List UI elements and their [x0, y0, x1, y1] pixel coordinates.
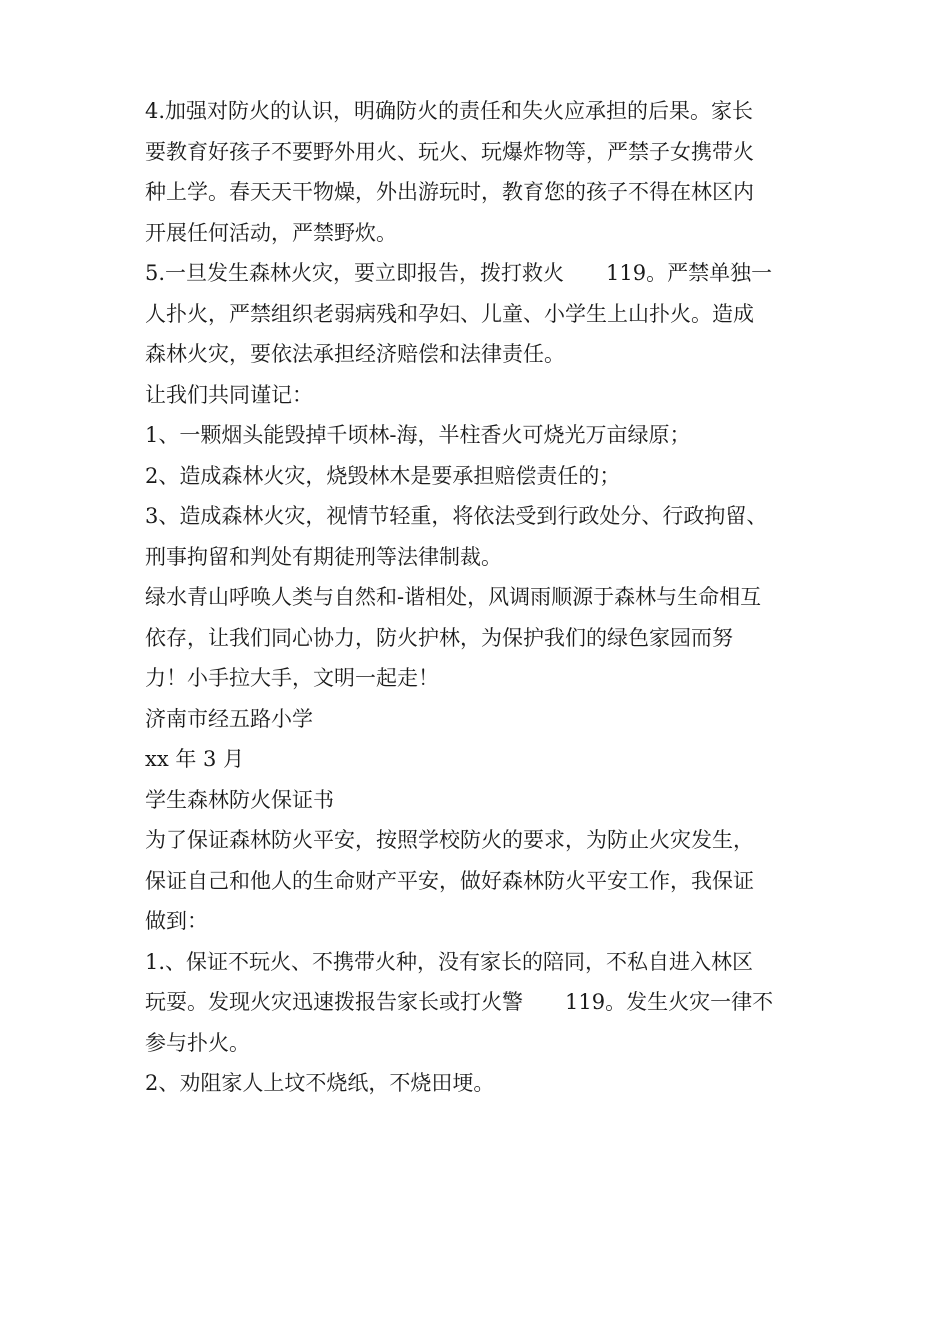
text-line-composite [145, 982, 815, 1023]
text-line: 1.、保证不玩火、不携带火种，没有家长的陪同，不私自进入林区 [145, 949, 754, 974]
text-line: xx 年 3 月 [145, 747, 245, 771]
text-line: 森林火灾，要依法承担经济赔偿和法律责任。 [145, 342, 565, 366]
text-line: 学生森林防火保证书 [145, 787, 334, 812]
text-line: 4.加强对防火的认识，明确防火的责任和失火应承担的后果。家长 [145, 99, 754, 123]
text-line: 为了保证森林防火平安，按照学校防火的要求，为防止火灾发生， [145, 828, 754, 852]
text-line: 保证自己和他人的生命财产平安，做好森林防火平安工作，我保证 [145, 868, 754, 893]
document-body [145, 91, 815, 1104]
text-line: 济南市经五路小学 [145, 706, 313, 731]
text-line: 刑事拘留和判处有期徒刑等法律制裁。 [145, 544, 502, 569]
text-line: 1、一颗烟头能毁掉千顷林-海，半柱香火可烧光万亩绿原； [145, 423, 691, 447]
text-line: 2、造成森林火灾，烧毁林木是要承担赔偿责任的； [145, 463, 621, 488]
text-line-composite [145, 253, 815, 294]
text-line: 参与扑火。 [145, 1030, 250, 1055]
text-line: 让我们共同谨记： [145, 382, 313, 407]
text-line: 种上学。春天天干物燥，外出游玩时，教育您的孩子不得在林区内 [145, 180, 754, 204]
text-line: 开展任何活动，严禁野炊。 [145, 220, 397, 245]
text-segment: 玩耍。发现火灾迅速拨报告家长或打火警 [145, 990, 523, 1014]
text-line: 3、造成森林火灾，视情节轻重，将依法受到行政处分、行政拘留、 [145, 504, 768, 528]
text-line: 绿水青山呼唤人类与自然和-谐相处，风调雨顺源于森林与生命相互 [145, 585, 762, 609]
text-segment: 5.一旦发生森林火灾，要立即报告，拨打救火 [145, 261, 565, 285]
text-line: 人扑火，严禁组织老弱病残和孕妇、儿童、小学生上山扑火。造成 [145, 301, 754, 326]
text-line: 力！小手拉大手，文明一起走！ [145, 666, 439, 690]
text-line: 依存，让我们同心协力，防火护林，为保护我们的绿色家园而努 [145, 625, 733, 650]
text-line: 要教育好孩子不要野外用火、玩火、玩爆炸物等，严禁子女携带火 [145, 139, 754, 164]
text-line: 2、劝阻家人上坟不烧纸，不烧田埂。 [145, 1071, 495, 1095]
text-segment: 119。发生火灾一律不 [565, 990, 774, 1014]
text-segment: 119。严禁单独一 [606, 261, 773, 285]
text-line: 做到： [145, 909, 208, 933]
